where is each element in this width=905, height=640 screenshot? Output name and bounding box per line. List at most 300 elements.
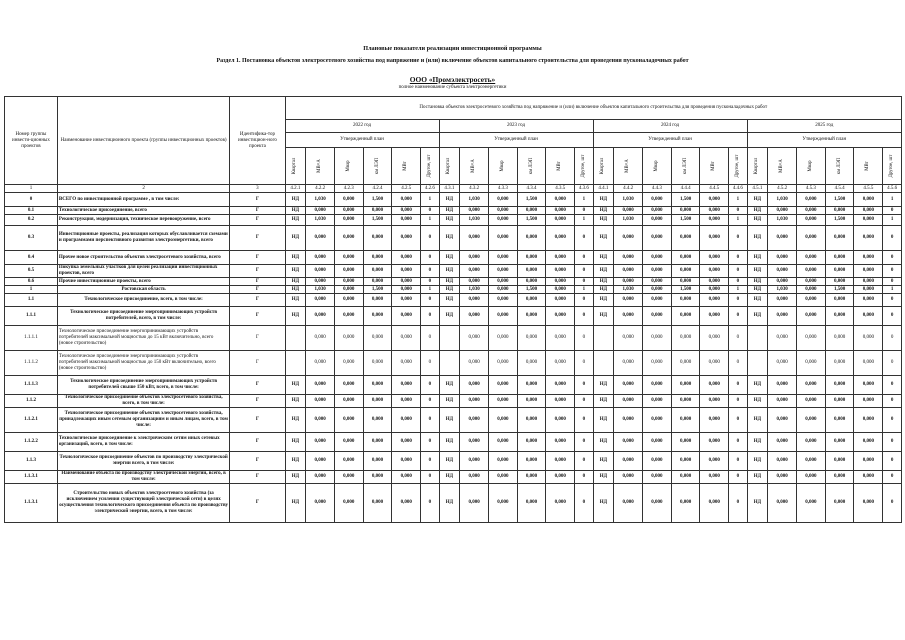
row-project-id: Г (230, 278, 285, 286)
row-value: НД (593, 395, 614, 408)
row-value: 0,000 (460, 351, 489, 376)
row-value: 0,000 (392, 286, 421, 294)
row-value: 0,000 (825, 351, 854, 376)
row-project-id: Г (230, 471, 285, 484)
row-value: 0 (729, 452, 747, 471)
row-value: 0 (421, 226, 439, 251)
column-header-group-no: Номер группы инвести-ционных проектов (5, 97, 58, 185)
row-value: 0,000 (614, 452, 643, 471)
row-project-name: Прочее новое строительство объектов электросетевого хозяйства, всего (57, 251, 229, 265)
document-title: Плановые показатели реализации инвестиционной программы (363, 45, 542, 52)
row-value: 0,000 (642, 265, 671, 278)
row-value: 1,500 (825, 286, 854, 294)
row-value: НД (285, 433, 306, 452)
subcolumn-label: МВт (865, 161, 871, 171)
row-value (285, 351, 306, 376)
row-value: 0,000 (671, 484, 700, 523)
row-value: 0,000 (363, 278, 392, 286)
row-value: 0,000 (825, 207, 854, 215)
row-value: 0,000 (642, 452, 671, 471)
row-value: 0 (729, 433, 747, 452)
row-value: 0,000 (460, 408, 489, 433)
column-number: 4.4.2 (614, 185, 643, 193)
row-value: 0,000 (363, 376, 392, 395)
row-value: 0,000 (796, 294, 825, 307)
subcolumn-label: Квартал (446, 157, 452, 175)
row-value: НД (439, 294, 460, 307)
row-value: 0,000 (700, 376, 729, 395)
row-value: 0,000 (488, 408, 517, 433)
row-value: 0,000 (642, 193, 671, 207)
row-value: 0,000 (392, 251, 421, 265)
row-value: НД (285, 226, 306, 251)
subcolumn-header (363, 148, 392, 185)
subcolumn-label: Мвар (345, 160, 351, 172)
table-row (5, 484, 902, 523)
row-value: 1,030 (614, 215, 643, 226)
subcolumn-header (614, 148, 643, 185)
row-value: 0,000 (392, 294, 421, 307)
row-value: НД (593, 278, 614, 286)
row-value: 0 (575, 326, 593, 351)
row-value: 0,000 (671, 307, 700, 326)
row-value: 0,000 (614, 471, 643, 484)
row-value: 0,000 (825, 452, 854, 471)
column-number: 4.5.5 (854, 185, 883, 193)
row-value: 0,000 (700, 433, 729, 452)
row-value: 0,000 (854, 215, 883, 226)
row-value: 0 (883, 307, 902, 326)
row-value: 0,000 (363, 326, 392, 351)
row-value: 0,000 (642, 226, 671, 251)
row-value: 0 (729, 278, 747, 286)
row-value: 0,000 (488, 376, 517, 395)
row-value: 0,000 (460, 251, 489, 265)
row-value: НД (747, 307, 768, 326)
column-number: 4.5.4 (825, 185, 854, 193)
column-number: 4.3.2 (460, 185, 489, 193)
row-value: 0,000 (825, 433, 854, 452)
column-number: 4.3.1 (439, 185, 460, 193)
row-value: 0,000 (334, 207, 363, 215)
row-value: 0,000 (854, 452, 883, 471)
table-row (5, 215, 902, 226)
row-value: 0,000 (363, 294, 392, 307)
row-value: НД (439, 307, 460, 326)
table-row (5, 408, 902, 433)
row-value: 0,000 (517, 433, 546, 452)
row-value: НД (439, 265, 460, 278)
row-value (593, 351, 614, 376)
row-value: 1,500 (517, 286, 546, 294)
subcolumn-header (729, 148, 747, 185)
row-value: НД (439, 215, 460, 226)
header-row (5, 97, 902, 120)
row-project-id: Г (230, 408, 285, 433)
row-value: 1 (421, 286, 439, 294)
row-value: 0,000 (488, 484, 517, 523)
row-value: 0,000 (614, 376, 643, 395)
row-value: 0,000 (363, 207, 392, 215)
row-value: 0,000 (306, 251, 335, 265)
row-value: 0,000 (825, 326, 854, 351)
row-value: 0,000 (488, 207, 517, 215)
row-value: НД (439, 433, 460, 452)
row-value (439, 326, 460, 351)
row-value: 0,000 (392, 207, 421, 215)
row-value: 1 (883, 286, 902, 294)
row-value: 0,000 (392, 193, 421, 207)
row-value: НД (439, 452, 460, 471)
row-value: 0,000 (700, 294, 729, 307)
row-number: 1 (5, 286, 58, 294)
row-value: 0,000 (306, 408, 335, 433)
row-value: 0,000 (363, 452, 392, 471)
row-value: 0,000 (488, 471, 517, 484)
row-project-id: Г (230, 265, 285, 278)
row-value: 1,500 (671, 215, 700, 226)
row-value: 0,000 (700, 226, 729, 251)
subcolumn-label: Другое, шт (734, 154, 740, 178)
row-value: 0,000 (614, 251, 643, 265)
row-value: 0,000 (306, 376, 335, 395)
row-value: 0,000 (306, 471, 335, 484)
row-project-id: Г (230, 207, 285, 215)
column-number: 2 (57, 185, 229, 193)
row-value: 0,000 (392, 307, 421, 326)
row-value: НД (439, 193, 460, 207)
row-value: 0,000 (460, 452, 489, 471)
subcolumn-header (392, 148, 421, 185)
row-value: 0,000 (546, 286, 575, 294)
row-value: 1 (729, 193, 747, 207)
row-value: 0,000 (825, 294, 854, 307)
row-value: 1,030 (306, 286, 335, 294)
row-value: НД (285, 408, 306, 433)
row-project-id: Г (230, 251, 285, 265)
row-value: НД (439, 471, 460, 484)
column-number: 3 (230, 185, 285, 193)
row-value: 1,500 (363, 286, 392, 294)
row-value: 0,000 (671, 207, 700, 215)
row-value: НД (285, 286, 306, 294)
row-value: 0,000 (671, 452, 700, 471)
row-number: 1.1.2.1 (5, 408, 58, 433)
row-number: 0.5 (5, 265, 58, 278)
column-header-project-id: Идентифика-тор инвестицион-ного проекта (230, 97, 285, 185)
row-project-name: Покупка земельных участков для целей реализации инвестиционных проектов, всего (57, 265, 229, 278)
row-value: 0 (575, 207, 593, 215)
row-value: 0,000 (334, 452, 363, 471)
row-value: 1,030 (614, 286, 643, 294)
row-value: 0,000 (392, 452, 421, 471)
row-value: 0,000 (642, 326, 671, 351)
subcolumn-label: МВт (403, 161, 409, 171)
table-row (5, 226, 902, 251)
row-value: 0,000 (488, 395, 517, 408)
row-value: 0,000 (825, 226, 854, 251)
row-value: 0,000 (546, 251, 575, 265)
row-value: НД (439, 226, 460, 251)
row-value: 0,000 (488, 278, 517, 286)
row-value: 0 (883, 351, 902, 376)
row-value: 0,000 (546, 207, 575, 215)
row-value: 0,000 (796, 471, 825, 484)
row-value: 0,000 (854, 408, 883, 433)
subcolumn-label: Другое, шт (889, 154, 895, 178)
row-value: 1,500 (671, 193, 700, 207)
row-value (285, 326, 306, 351)
row-value: 0,000 (392, 376, 421, 395)
row-value: 0,000 (854, 193, 883, 207)
row-value: 0,000 (700, 484, 729, 523)
row-value: 0,000 (306, 278, 335, 286)
column-number: 4.2.1 (285, 185, 306, 193)
row-value: 0 (883, 265, 902, 278)
row-value: НД (747, 278, 768, 286)
row-value: НД (285, 207, 306, 215)
row-value: 0,000 (700, 452, 729, 471)
row-value: 0,000 (671, 226, 700, 251)
row-value: 0,000 (546, 471, 575, 484)
row-value: 0 (883, 326, 902, 351)
numbering-row (5, 185, 902, 193)
row-value: НД (593, 307, 614, 326)
plan-header: Утвержденный план (439, 133, 593, 148)
row-value: 0 (729, 408, 747, 433)
row-value: 0,000 (768, 207, 797, 215)
row-value: 0,000 (614, 326, 643, 351)
row-value: 0,000 (306, 226, 335, 251)
row-value: 0 (729, 294, 747, 307)
subcolumn-label: км ЛЭП (836, 157, 842, 175)
row-value: 1,500 (517, 193, 546, 207)
row-project-id: Г (230, 433, 285, 452)
row-value: 1 (421, 215, 439, 226)
row-value: 0,000 (854, 278, 883, 286)
row-value: НД (439, 286, 460, 294)
row-value: 0,000 (796, 215, 825, 226)
row-value: 0,000 (334, 193, 363, 207)
subcolumn-header (825, 148, 854, 185)
row-value: 1,500 (671, 286, 700, 294)
row-number: 1.1.1.2 (5, 351, 58, 376)
row-value: 0,000 (700, 278, 729, 286)
row-value: 0,000 (825, 408, 854, 433)
row-value: 0,000 (796, 265, 825, 278)
organization-caption: полное наименование субъекта электроэнергетики (398, 85, 507, 90)
subcolumn-header (334, 148, 363, 185)
row-value: 0,000 (392, 351, 421, 376)
row-value: 0 (729, 226, 747, 251)
row-value: НД (747, 452, 768, 471)
row-value: 1,030 (768, 286, 797, 294)
column-number: 4.2.3 (334, 185, 363, 193)
row-value: 0 (421, 265, 439, 278)
table-row (5, 351, 902, 376)
row-value: НД (747, 408, 768, 433)
subcolumn-label: МВт (557, 161, 563, 171)
row-value: НД (593, 251, 614, 265)
row-value: 0 (575, 408, 593, 433)
row-project-name: Технологическое присоединение объектов электросетевого хозяйства, всего, в том числе: (57, 395, 229, 408)
row-value: 0,000 (825, 471, 854, 484)
row-number: 1.1.3.1 (5, 484, 58, 523)
row-value: 0 (883, 452, 902, 471)
row-value: 0,000 (614, 395, 643, 408)
row-value: 0 (575, 226, 593, 251)
row-value (439, 351, 460, 376)
row-value: 0,000 (392, 265, 421, 278)
row-value: 0,000 (488, 215, 517, 226)
row-value: НД (285, 278, 306, 286)
row-value: 0,000 (854, 265, 883, 278)
row-value: 1,030 (306, 215, 335, 226)
row-project-name: Технологическое присоединение энергопринимающих устройств потребителей максимальной мощностью до 15 кВт включительно, всего (новое строительство) (57, 326, 229, 351)
row-value: 0,000 (546, 376, 575, 395)
row-value: НД (593, 433, 614, 452)
row-project-id: Г (230, 286, 285, 294)
row-value: 0,000 (642, 286, 671, 294)
row-value: 0,000 (825, 376, 854, 395)
row-value: 0,000 (700, 395, 729, 408)
row-project-id: Г (230, 307, 285, 326)
row-value: 0,000 (363, 265, 392, 278)
row-value: 0,000 (796, 307, 825, 326)
row-value: 0,000 (671, 351, 700, 376)
row-value: 0,000 (517, 376, 546, 395)
row-value: НД (593, 452, 614, 471)
row-value: НД (747, 215, 768, 226)
row-value: 0,000 (614, 307, 643, 326)
row-value: 0,000 (796, 226, 825, 251)
row-value: НД (747, 433, 768, 452)
row-value: 0 (575, 278, 593, 286)
row-value: 0,000 (546, 265, 575, 278)
row-value: 0,000 (768, 376, 797, 395)
subcolumn-header (439, 148, 460, 185)
row-value: НД (285, 452, 306, 471)
plan-header: Утвержденный план (285, 133, 439, 148)
subcolumn-header (517, 148, 546, 185)
column-number: 1 (5, 185, 58, 193)
row-value: 0,000 (796, 193, 825, 207)
row-project-id: Г (230, 376, 285, 395)
row-value: 0 (729, 395, 747, 408)
subcolumn-header (671, 148, 700, 185)
row-value: НД (285, 376, 306, 395)
row-value: 0,000 (854, 471, 883, 484)
row-value: 0,000 (334, 215, 363, 226)
subcolumn-label: МВ×А (471, 159, 477, 173)
year-header: 2023 год (439, 120, 593, 133)
row-value: 0,000 (334, 395, 363, 408)
row-value: 0,000 (796, 351, 825, 376)
row-value: 0,000 (306, 433, 335, 452)
table-row (5, 433, 902, 452)
row-number: 0.4 (5, 251, 58, 265)
row-value: 1 (575, 193, 593, 207)
subcolumn-label: МВ×А (779, 159, 785, 173)
row-value: 0 (421, 251, 439, 265)
row-value: 0 (575, 395, 593, 408)
row-value: 0 (883, 408, 902, 433)
row-value: 0,000 (392, 215, 421, 226)
row-project-name: Технологическое присоединение объектов электросетевого хозяйства, принадлежащих иным сетевым организациям и иным лицам, всего, в том числе: (57, 408, 229, 433)
row-value: 0,000 (642, 395, 671, 408)
row-project-id: Г (230, 326, 285, 351)
row-value: 0,000 (546, 193, 575, 207)
row-value: НД (747, 251, 768, 265)
row-value: 1 (575, 286, 593, 294)
subcolumn-header (768, 148, 797, 185)
row-value: 0 (421, 408, 439, 433)
row-value: НД (593, 294, 614, 307)
row-value: 0,000 (825, 251, 854, 265)
subcolumn-header (546, 148, 575, 185)
row-value: 0 (575, 376, 593, 395)
row-value: 0,000 (546, 408, 575, 433)
row-value: 0,000 (796, 452, 825, 471)
row-value: 0,000 (517, 294, 546, 307)
row-value: 1 (575, 215, 593, 226)
row-value: 0,000 (700, 351, 729, 376)
row-value: 0,000 (700, 207, 729, 215)
row-value: 0,000 (854, 307, 883, 326)
row-value: НД (747, 294, 768, 307)
row-value: 0,000 (306, 326, 335, 351)
row-value: 0,000 (363, 226, 392, 251)
row-value: 0,000 (334, 471, 363, 484)
row-value: 0,000 (614, 207, 643, 215)
row-value: 0,000 (392, 433, 421, 452)
row-value: 0,000 (363, 408, 392, 433)
subcolumn-header (593, 148, 614, 185)
row-number: 1.1.3 (5, 452, 58, 471)
row-value: 1,030 (460, 286, 489, 294)
row-value: 0,000 (825, 395, 854, 408)
row-value: НД (593, 215, 614, 226)
subcolumn-label: км ЛЭП (374, 157, 380, 175)
row-value: 0,000 (517, 471, 546, 484)
row-value: 0 (421, 452, 439, 471)
row-value: 0,000 (546, 226, 575, 251)
row-value: 0,000 (460, 471, 489, 484)
row-value: НД (747, 193, 768, 207)
row-value: 0 (729, 265, 747, 278)
row-project-name: Технологическое присоединение энергопринимающих устройств потребителей максимальной мощностью до 150 кВт включительно, всего (новое строительство) (57, 351, 229, 376)
row-value: НД (747, 376, 768, 395)
row-value: 0,000 (796, 484, 825, 523)
row-value: 0,000 (488, 326, 517, 351)
row-value: 0,000 (517, 408, 546, 433)
column-number: 4.2.6 (421, 185, 439, 193)
row-value: 0,000 (306, 395, 335, 408)
row-value: 1 (421, 193, 439, 207)
row-value: 0,000 (546, 307, 575, 326)
row-project-name: Технологическое присоединение энергопринимающих устройств потребителей, всего, в том числе: (57, 307, 229, 326)
row-value: 0,000 (334, 376, 363, 395)
row-number: 0.2 (5, 215, 58, 226)
row-value: 0 (575, 265, 593, 278)
row-project-name: Технологическое присоединение, всего (57, 207, 229, 215)
row-value: 0,000 (363, 433, 392, 452)
row-value: 0,000 (825, 484, 854, 523)
plan-header: Утвержденный план (593, 133, 747, 148)
row-value: 0 (729, 326, 747, 351)
column-number: 4.4.3 (642, 185, 671, 193)
row-value: 0 (575, 251, 593, 265)
